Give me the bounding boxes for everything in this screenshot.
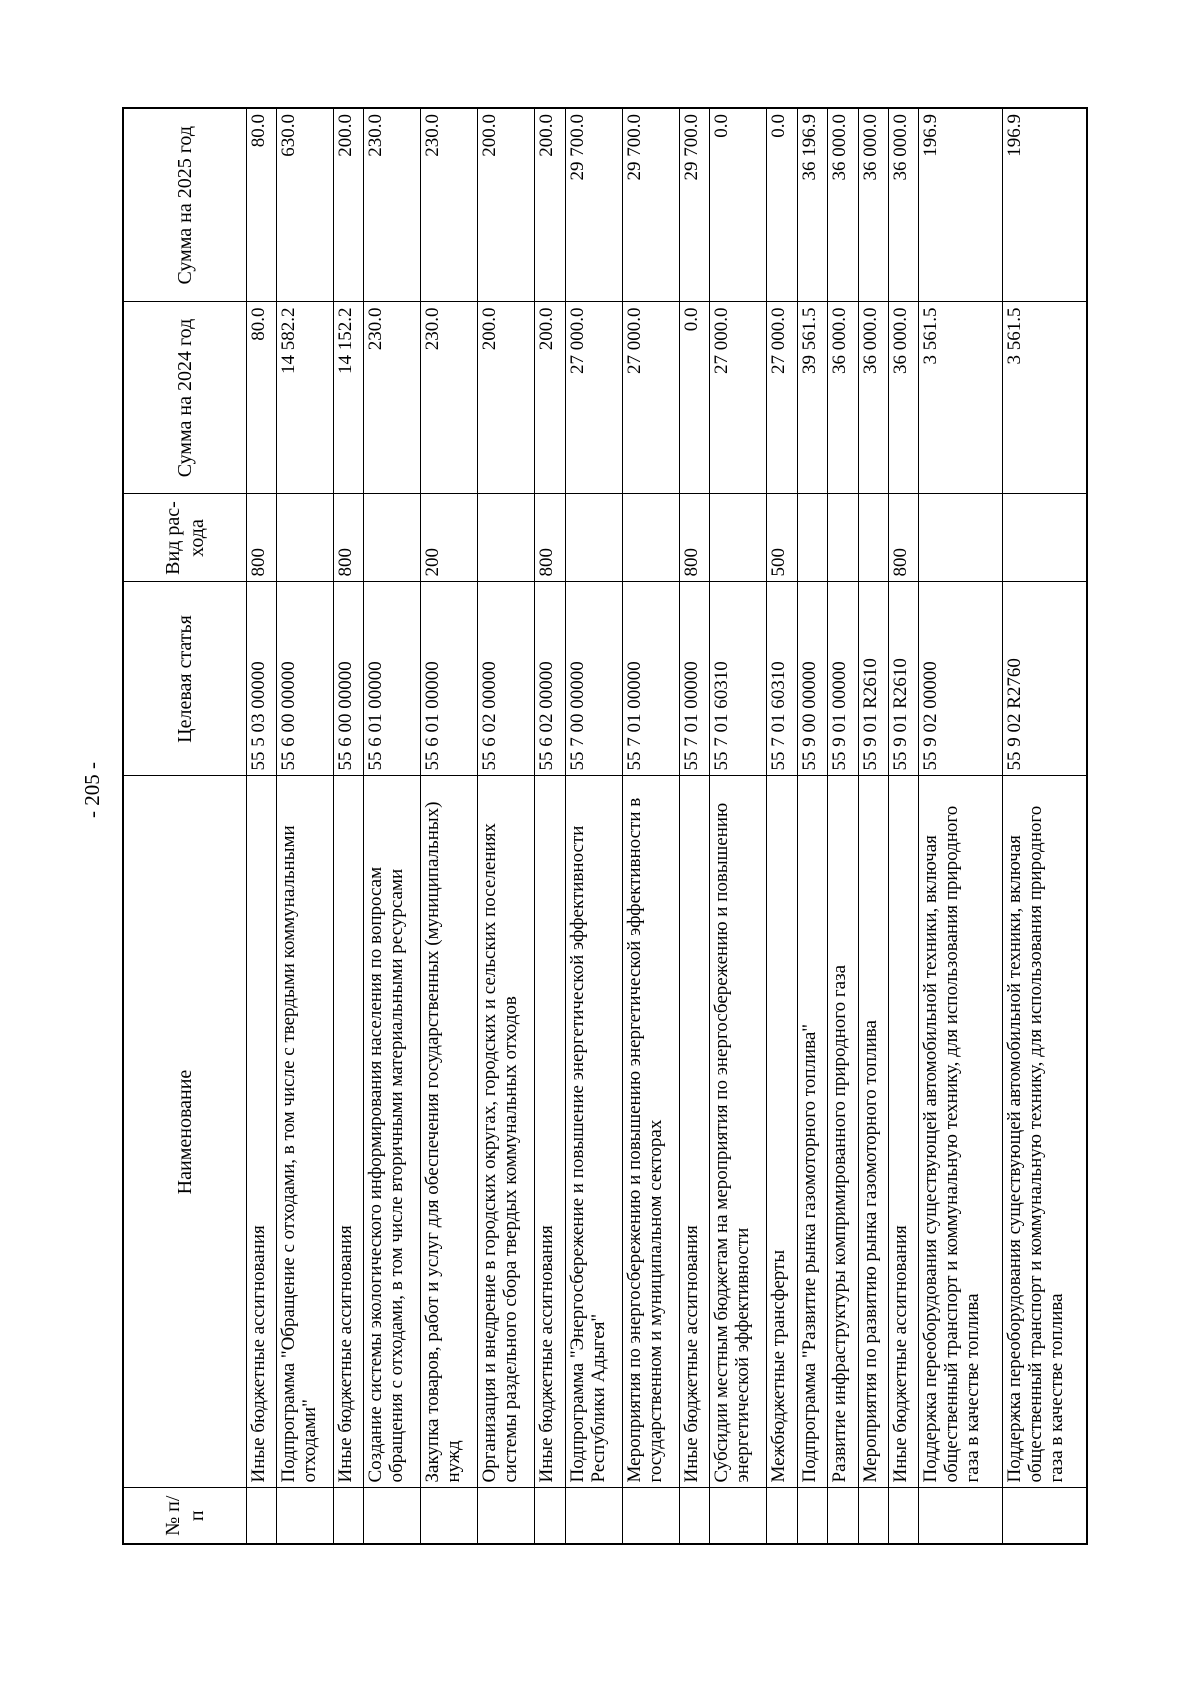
cell-sum-2025: 29 700.0 (679, 108, 709, 302)
cell-target-code: 55 7 01 60310 (710, 582, 767, 776)
cell-no (622, 1488, 679, 1544)
cell-target-code: 55 9 01 R2610 (888, 582, 918, 776)
cell-no (919, 1488, 1003, 1544)
cell-name: Иные бюджетные ассигнования (888, 776, 918, 1488)
cell-no (858, 1488, 888, 1544)
cell-expense-kind: 800 (888, 494, 918, 582)
cell-expense-kind: 800 (246, 494, 276, 582)
page-number: - 205 - (80, 762, 104, 818)
table-row (333, 108, 363, 1544)
cell-expense-kind (828, 494, 858, 582)
cell-sum-2025: 29 700.0 (565, 108, 622, 302)
cell-target-code: 55 6 02 00000 (478, 582, 535, 776)
cell-sum-2024: 39 561.5 (797, 302, 827, 494)
cell-sum-2024: 80.0 (246, 302, 276, 494)
cell-name: Субсидии местным бюджетам на мероприятия по энергосбережению и повышению энергетической эффективности (710, 776, 767, 1488)
cell-name: Создание системы экологического информирования населения по вопросам обращения с отходами, в том числе вторичными материальными ресурсами (364, 776, 421, 1488)
table-row (710, 108, 767, 1544)
cell-expense-kind: 200 (421, 494, 478, 582)
cell-target-code: 55 9 00 00000 (797, 582, 827, 776)
cell-no (710, 1488, 767, 1544)
cell-name: Поддержка переоборудования существующей автомобильной техники, включая общественный транспорт и коммунальную технику, для использования природного газа в качестве топлива (919, 776, 1003, 1488)
cell-sum-2024: 27 000.0 (565, 302, 622, 494)
table-row (919, 108, 1003, 1544)
cell-no (1003, 1488, 1087, 1544)
table-row (421, 108, 478, 1544)
cell-name: Иные бюджетные ассигнования (333, 776, 363, 1488)
cell-sum-2024: 0.0 (679, 302, 709, 494)
budget-table (122, 107, 1088, 1545)
cell-sum-2025: 200.0 (535, 108, 565, 302)
table-row (797, 108, 827, 1544)
cell-sum-2025: 196.9 (919, 108, 1003, 302)
cell-sum-2024: 36 000.0 (888, 302, 918, 494)
header-kind: Вид рас-хода (123, 494, 246, 582)
cell-sum-2024: 27 000.0 (622, 302, 679, 494)
cell-expense-kind (622, 494, 679, 582)
cell-sum-2025: 0.0 (710, 108, 767, 302)
cell-target-code: 55 6 01 00000 (421, 582, 478, 776)
cell-name: Мероприятия по энергосбережению и повышению энергетической эффективности в государственном и муниципальном секторах (622, 776, 679, 1488)
table-row (767, 108, 797, 1544)
table-row (679, 108, 709, 1544)
header-sum-2024: Сумма на 2024 год (123, 302, 246, 494)
header-name: Наименование (123, 776, 246, 1488)
cell-name: Подпрограмма "Развитие рынка газомоторного топлива" (797, 776, 827, 1488)
table-header-row (123, 108, 246, 1544)
cell-expense-kind: 500 (767, 494, 797, 582)
table-row (888, 108, 918, 1544)
table-row (828, 108, 858, 1544)
cell-name: Развитие инфраструктуры компримированного природного газа (828, 776, 858, 1488)
cell-expense-kind: 800 (535, 494, 565, 582)
cell-expense-kind (919, 494, 1003, 582)
cell-target-code: 55 9 02 R2760 (1003, 582, 1087, 776)
table-row (565, 108, 622, 1544)
cell-expense-kind: 800 (679, 494, 709, 582)
cell-no (246, 1488, 276, 1544)
cell-name: Закупка товаров, работ и услуг для обеспечения государственных (муниципальных) нужд (421, 776, 478, 1488)
cell-sum-2025: 36 000.0 (858, 108, 888, 302)
header-target: Целевая статья (123, 582, 246, 776)
table-row (858, 108, 888, 1544)
cell-no (276, 1488, 333, 1544)
cell-name: Иные бюджетные ассигнования (535, 776, 565, 1488)
cell-expense-kind (710, 494, 767, 582)
cell-sum-2024: 3 561.5 (919, 302, 1003, 494)
cell-name: Иные бюджетные ассигнования (246, 776, 276, 1488)
cell-name: Мероприятия по развитию рынка газомоторного топлива (858, 776, 888, 1488)
cell-sum-2024: 14 582.2 (276, 302, 333, 494)
table-row (535, 108, 565, 1544)
cell-sum-2025: 36 196.9 (797, 108, 827, 302)
cell-sum-2024: 36 000.0 (828, 302, 858, 494)
cell-sum-2025: 29 700.0 (622, 108, 679, 302)
cell-sum-2025: 230.0 (421, 108, 478, 302)
rotated-table-container (122, 109, 1088, 1545)
cell-sum-2024: 3 561.5 (1003, 302, 1087, 494)
cell-target-code: 55 6 00 00000 (333, 582, 363, 776)
header-no: № п/п (123, 1488, 246, 1544)
table-row (478, 108, 535, 1544)
cell-no (333, 1488, 363, 1544)
cell-no (797, 1488, 827, 1544)
cell-sum-2024: 230.0 (364, 302, 421, 494)
cell-sum-2025: 80.0 (246, 108, 276, 302)
cell-no (828, 1488, 858, 1544)
cell-name: Подпрограмма "Энергосбережение и повышение энергетической эффективности Республики Адыгея" (565, 776, 622, 1488)
cell-name: Организация и внедрение в городских округах, городских и сельских поселениях системы раздельного сбора твердых коммунальных отходов (478, 776, 535, 1488)
cell-expense-kind (276, 494, 333, 582)
cell-sum-2024: 200.0 (535, 302, 565, 494)
cell-expense-kind (797, 494, 827, 582)
cell-sum-2025: 200.0 (333, 108, 363, 302)
table-row (276, 108, 333, 1544)
cell-no (478, 1488, 535, 1544)
cell-target-code: 55 7 00 00000 (565, 582, 622, 776)
cell-expense-kind (858, 494, 888, 582)
cell-target-code: 55 7 01 60310 (767, 582, 797, 776)
cell-sum-2024: 200.0 (478, 302, 535, 494)
cell-sum-2025: 630.0 (276, 108, 333, 302)
cell-sum-2024: 14 152.2 (333, 302, 363, 494)
cell-sum-2025: 36 000.0 (828, 108, 858, 302)
cell-no (421, 1488, 478, 1544)
cell-sum-2025: 230.0 (364, 108, 421, 302)
table-row (364, 108, 421, 1544)
cell-no (767, 1488, 797, 1544)
table-body (246, 108, 1087, 1544)
cell-target-code: 55 9 01 00000 (828, 582, 858, 776)
cell-name: Подпрограмма "Обращение с отходами, в том числе с твердыми коммунальными отходами" (276, 776, 333, 1488)
cell-target-code: 55 9 02 00000 (919, 582, 1003, 776)
cell-target-code: 55 6 02 00000 (535, 582, 565, 776)
cell-target-code: 55 6 01 00000 (364, 582, 421, 776)
cell-sum-2025: 196.9 (1003, 108, 1087, 302)
cell-target-code: 55 7 01 00000 (622, 582, 679, 776)
cell-no (535, 1488, 565, 1544)
cell-sum-2024: 27 000.0 (710, 302, 767, 494)
cell-sum-2024: 230.0 (421, 302, 478, 494)
table-row (246, 108, 276, 1544)
cell-no (364, 1488, 421, 1544)
cell-no (888, 1488, 918, 1544)
cell-sum-2025: 36 000.0 (888, 108, 918, 302)
cell-target-code: 55 6 00 00000 (276, 582, 333, 776)
cell-sum-2024: 27 000.0 (767, 302, 797, 494)
cell-sum-2025: 0.0 (767, 108, 797, 302)
cell-no (679, 1488, 709, 1544)
cell-expense-kind: 800 (333, 494, 363, 582)
cell-expense-kind (478, 494, 535, 582)
cell-target-code: 55 7 01 00000 (679, 582, 709, 776)
header-sum-2025: Сумма на 2025 год (123, 108, 246, 302)
cell-name: Поддержка переоборудования существующей автомобильной техники, включая общественный транспорт и коммунальную технику, для использования природного газа в качестве топлива (1003, 776, 1087, 1488)
cell-no (565, 1488, 622, 1544)
cell-expense-kind (1003, 494, 1087, 582)
cell-sum-2024: 36 000.0 (858, 302, 888, 494)
cell-expense-kind (565, 494, 622, 582)
table-row (622, 108, 679, 1544)
cell-sum-2025: 200.0 (478, 108, 535, 302)
table-row (1003, 108, 1087, 1544)
cell-name: Межбюджетные трансферты (767, 776, 797, 1488)
cell-expense-kind (364, 494, 421, 582)
cell-target-code: 55 5 03 00000 (246, 582, 276, 776)
cell-target-code: 55 9 01 R2610 (858, 582, 888, 776)
cell-name: Иные бюджетные ассигнования (679, 776, 709, 1488)
